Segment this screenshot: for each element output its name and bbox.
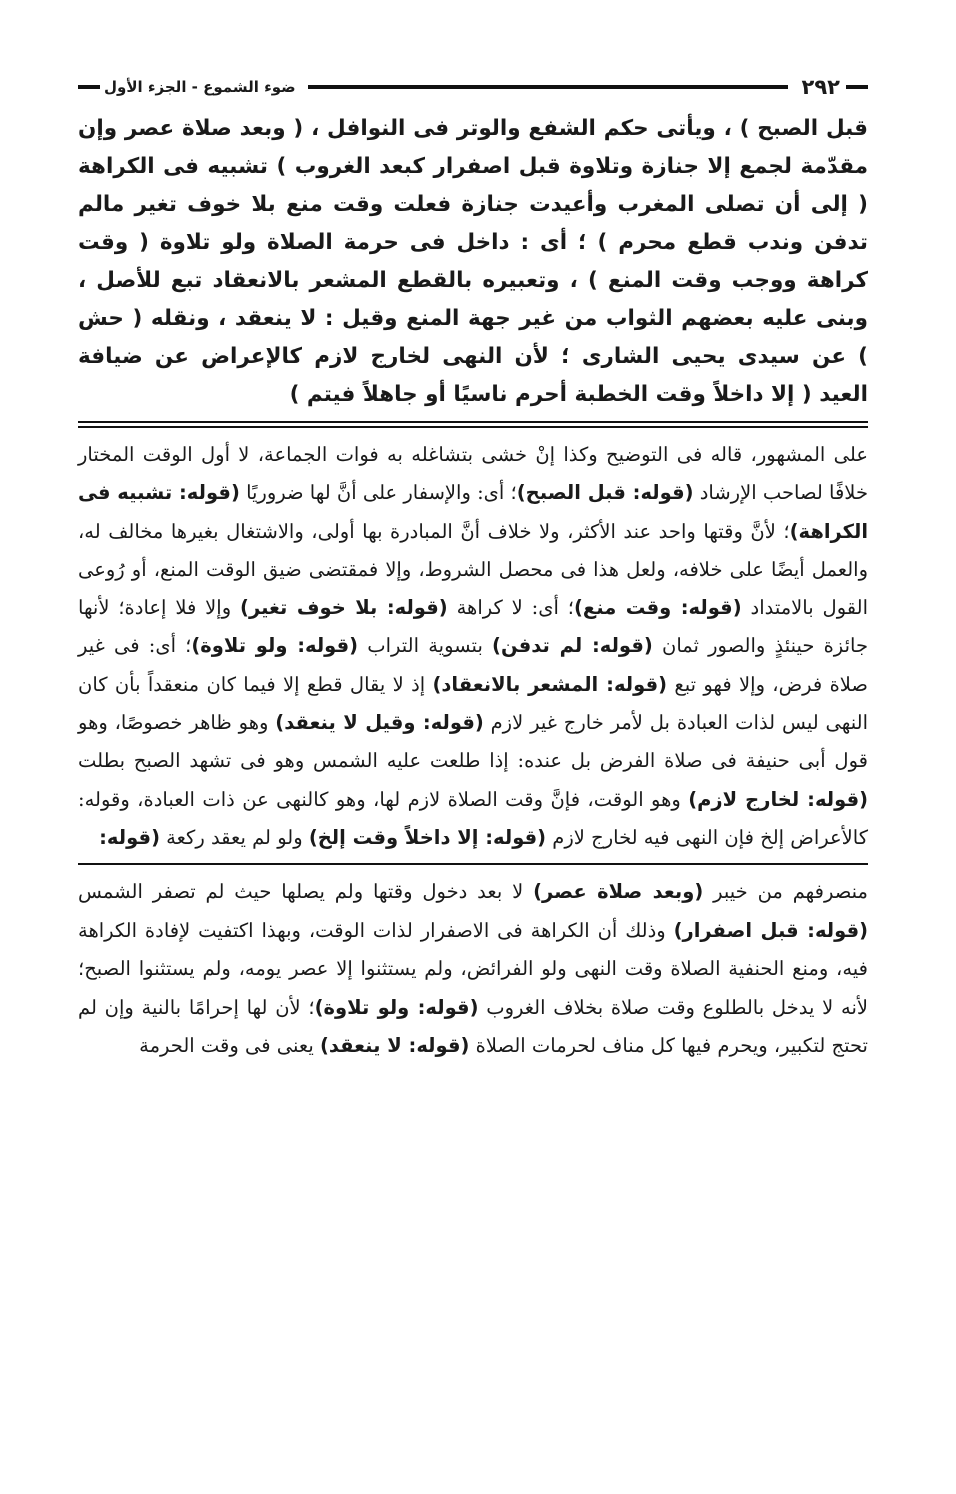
quoted-lemma: (قوله: bbox=[99, 825, 160, 849]
commentary-text: وهو الوقت، فإنَّ وقت الصلاة لازم لها، وهو كالنهى عن ذات العبادة، وقوله: كالأعراض إلخ فإن النهى فيه لخارج لازم bbox=[78, 787, 868, 849]
quoted-lemma: (قوله: إلا داخلاً وقت إلخ) bbox=[308, 825, 547, 849]
quoted-lemma: (قوله: ولو تلاوة) bbox=[314, 995, 479, 1019]
quoted-lemma: (وبعد صلاة عصر) bbox=[533, 880, 704, 904]
matn-separator bbox=[78, 421, 868, 428]
commentary-text: ؛ أى: والإسفار على أنَّ لها ضروريًا bbox=[239, 481, 517, 505]
page-header bbox=[78, 70, 868, 104]
quoted-lemma: (قوله: لم تدفن) bbox=[492, 634, 653, 658]
quoted-lemma: (قوله: ولو تلاوة) bbox=[191, 634, 359, 658]
commentary-text: بتسوية التراب bbox=[358, 634, 493, 658]
sharh-commentary bbox=[78, 436, 868, 857]
commentary-text: وإلا فلا إعادة؛ لأنها جائزة حينئذٍ والصور ثمان bbox=[78, 596, 868, 658]
matn-text: قبل الصبح ) ، ويأتى حكم الشفع والوتر فى النوافل ، ( وبعد صلاة عصر وإن مقدّمة لجمع إلا جنازة وتلاوة قبل اصفرار كبعد الغروب ) تشبيه فى الكراهة ( إلى أن تصلى المغرب وأعيدت جنازة فعلت وقت منع بلا خوف تغير مالم تدفن وندب قطع محرم ) ؛ أى : داخل فى حرمة الصلاة ولو تلاوة ( وقت كراهة ووجب وقت المنع ) ، وتعبيره بالقطع المشعر بالانعقاد تبع للأصل ، وبنى عليه بعضهم الثواب من غير جهة المنع وقيل : لا ينعقد ، ونقله ( حش ) عن سيدى يحيى الشارى ؛ لأن النهى لخارج لازم كالإعراض عن ضيافة العيد ( إلا داخلاً وقت الخطبة أحرم ناسيًا أو جاهلاً فيتم ) bbox=[78, 116, 868, 407]
header-rule bbox=[308, 85, 788, 89]
quoted-lemma: (قوله: قبل الصبح) bbox=[516, 481, 694, 505]
commentary-text: لا بعد دخول وقتها ولم يصلها حيث لم تصفر الشمس bbox=[78, 880, 534, 904]
quoted-lemma: (قوله: لا ينعقد) bbox=[319, 1034, 470, 1058]
quoted-lemma: (قوله: قبل اصفرار) bbox=[673, 918, 869, 942]
book-title: ضوء الشموع - الجزء الأول bbox=[104, 78, 296, 96]
quoted-lemma: (قوله: لخارج لازم) bbox=[688, 787, 868, 811]
commentary-text: ؛ لأن لها إحرامًا بالنية وإن لم تحتج لتكبير، ويحرم فيها كل مناف لحرمات الصلاة bbox=[78, 995, 868, 1058]
commentary-text: وذلك أن الكراهة فى الاصفرار لذات الوقت، وبهذا اكتفيت لإفادة الكراهة فيه، ومنع الحنفية الصلاة وقت النهى ولو الفرائض، ولم يستثنوا إلا عصر يومه، ولم يستثنوا الصبح؛ لأنه لا يدخل بالطلوع وقت صلاة بخلاف الغروب bbox=[78, 918, 868, 1019]
commentary-text: ولو لم يعقد ركعة bbox=[159, 825, 309, 849]
hashiya-separator bbox=[78, 863, 868, 865]
book-page bbox=[78, 70, 868, 1066]
commentary-text: ؛ لأنَّ وقتها واحد عند الأكثر، ولا خلاف أنَّ المبادرة بها أولى، والاشتغال بغيرها مخالف له، والعمل أيضًا على خلافه، ولعل هذا فى محصل الشروط، وإلا فمقتضى ضيق الوقت المنع، أو رُوعى القول بالامتداد bbox=[78, 519, 869, 620]
commentary-text: إذ لا يقال قطع إلا فيما كان منعقداً بأن كان النهى ليس لذات العبادة بل لأمر خارج غير لازم bbox=[78, 672, 868, 735]
commentary-text: يعنى فى وقت الحرمة bbox=[139, 1034, 320, 1058]
commentary-text: على المشهور، قاله فى التوضيح وكذا إنْ خشى بتشاغله به فوات الجماعة، لا أول الوقت المختار خلافًا لصاحب الإرشاد bbox=[78, 443, 868, 505]
header-dash-right bbox=[846, 85, 868, 89]
quoted-lemma: (قوله: المشعر بالانعقاد) bbox=[432, 672, 667, 696]
commentary-text: ؛ أى: لا كراهة bbox=[447, 596, 575, 620]
quoted-lemma: (قوله: وقت منع) bbox=[574, 596, 742, 620]
quoted-lemma: (قوله: تشبيه فى الكراهة) bbox=[78, 481, 868, 543]
commentary-text: وهو ظاهر خصوصًا، وهو قول أبى حنيفة فى صلاة الفرض بل عنده: إذا طلعت عليه الشمس وهو فى تشهد الصبح بطلت bbox=[78, 711, 868, 773]
quoted-lemma: (قوله: وقيل لا ينعقد) bbox=[275, 711, 484, 735]
header-dash-left bbox=[78, 85, 100, 89]
commentary-text: منصرفهم من خيبر bbox=[703, 880, 868, 904]
page-number: ٢٩٢ bbox=[801, 75, 840, 99]
hashiya-footnotes bbox=[78, 873, 868, 1066]
commentary-text: ؛ أى: فى غير صلاة فرض، وإلا فهو تبع bbox=[78, 634, 868, 696]
quoted-lemma: (قوله: بلا خوف تغير) bbox=[240, 596, 448, 620]
